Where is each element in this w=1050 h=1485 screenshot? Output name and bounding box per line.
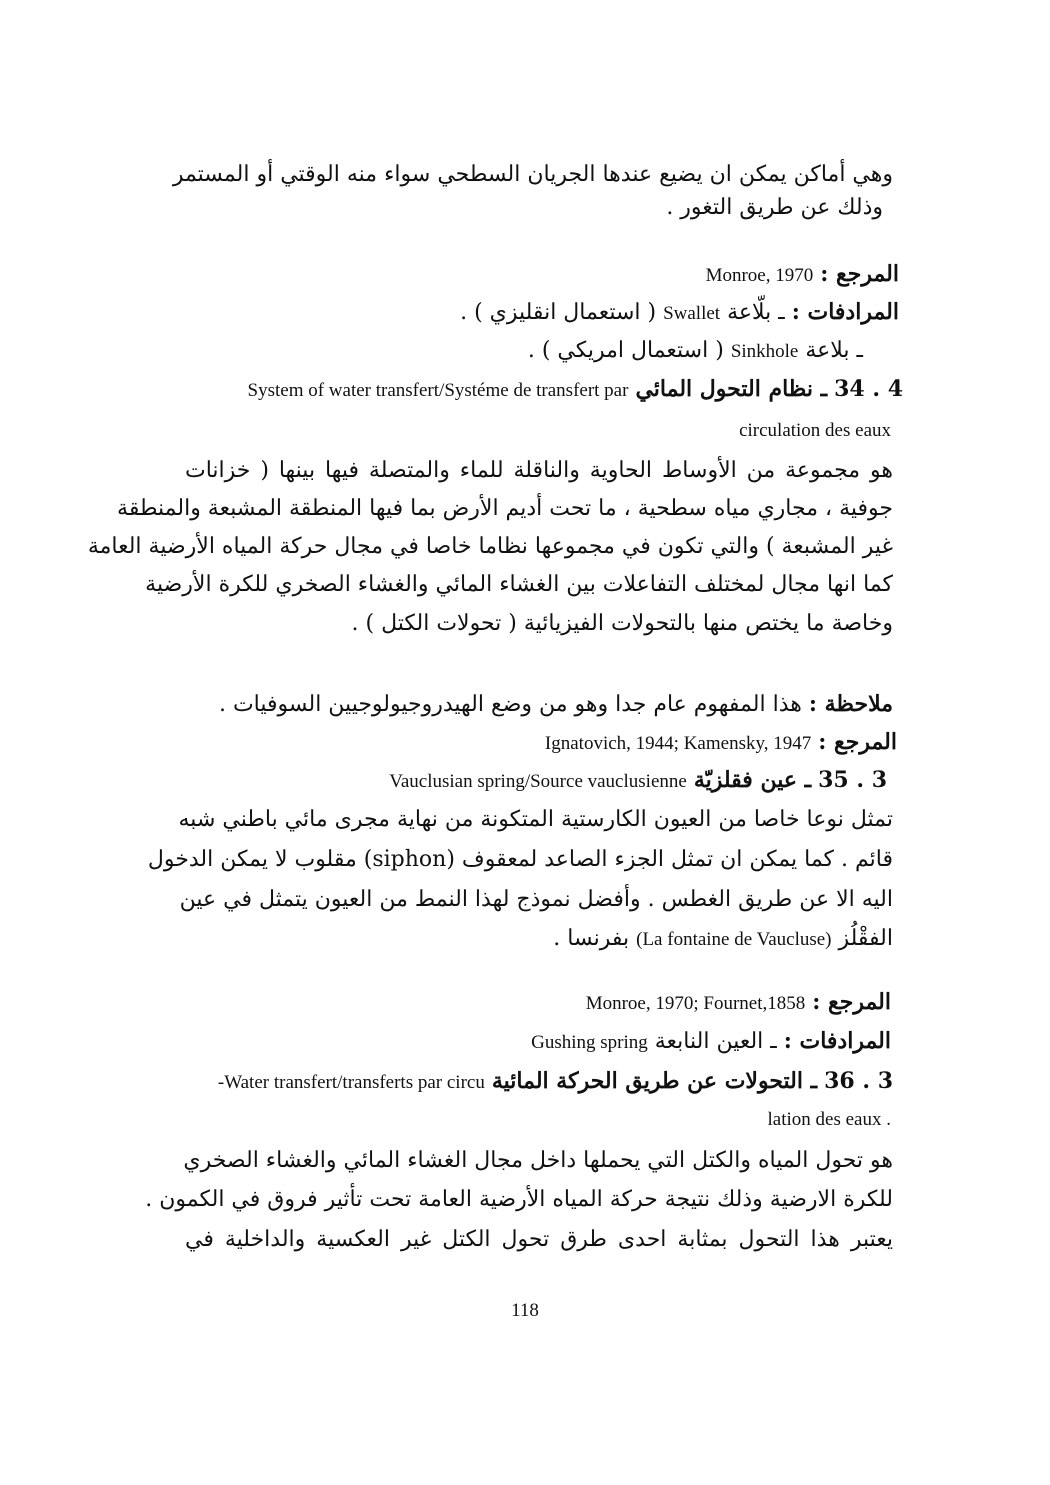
note-text: هذا المفهوم عام جدا وهو من وضع الهيدروجيولوجيين السوفيات . bbox=[218, 692, 802, 717]
entry-title-english: System of water transfert/Systéme de transfert par bbox=[247, 380, 629, 401]
reference-label: المرجع : bbox=[820, 261, 899, 287]
reference-text: Monroe, 1970 bbox=[705, 265, 814, 286]
entry-title-arabic: ـ التحولات عن طريق الحركة المائية bbox=[491, 1068, 818, 1094]
synonym-arabic: ـ بلّاعة bbox=[727, 300, 785, 325]
reference-line bbox=[185, 257, 899, 291]
entry-title-arabic: ـ نظام التحول المائي bbox=[635, 376, 828, 402]
synonyms-label: المرادفات : bbox=[783, 1028, 891, 1054]
reference-line bbox=[185, 985, 891, 1019]
paragraph-line: هو مجموعة من الأوساط الحاوية والناقلة للماء والمتصلة فيها بينها ( خزانات bbox=[185, 458, 893, 483]
reference-text: Monroe, 1970; Fournet,1858 bbox=[585, 993, 806, 1014]
paragraph-line: يعتبر هذا التحول بمثابة احدى طرق تحول الكتل غير العكسية والداخلية في bbox=[185, 1227, 893, 1252]
synonym-arabic: ـ العين النابعة bbox=[654, 1029, 777, 1054]
paragraph-line: هو تحول المياه والكتل التي يحملها داخل مجال الغشاء المائي والغشاء الصخري bbox=[183, 1148, 893, 1173]
entry-number: 4 . 34 bbox=[834, 376, 903, 402]
reference-line bbox=[185, 725, 897, 759]
synonyms-label: المرادفات : bbox=[791, 299, 899, 325]
synonyms-line bbox=[185, 295, 899, 329]
paragraph-line bbox=[185, 922, 893, 956]
entry-heading bbox=[185, 372, 903, 406]
synonym-english: Sinkhole bbox=[730, 341, 799, 362]
synonyms-line bbox=[185, 1024, 891, 1058]
paragraph-line: كما انها مجال لمختلف التفاعلات بين الغشاء المائي والغشاء الصخري للكرة الأرضية bbox=[145, 572, 893, 597]
reference-label: المرجع : bbox=[818, 729, 897, 755]
synonym-english: Swallet bbox=[663, 303, 721, 324]
paragraph-line: اليه الا عن طريق الغطس . وأفضل نموذج لهذا النمط من العيون يتمثل في عين bbox=[179, 887, 893, 912]
paragraph-line: قائم . كما يمكن ان تمثل الجزء الصاعد لمعقوف (siphon) مقلوب لا يمكن الدخول bbox=[147, 847, 893, 872]
paragraph-line: تمثل نوعا خاصا من العيون الكارستية المتكونة من نهاية مجرى مائي باطني شبه bbox=[178, 807, 893, 832]
reference-text: Ignatovich, 1944; Kamensky, 1947 bbox=[544, 733, 812, 754]
entry-title-english: Water transfert/transferts par circu- bbox=[217, 1072, 485, 1093]
reference-label: المرجع : bbox=[812, 989, 891, 1015]
note-label: ملاحظة : bbox=[808, 691, 893, 717]
synonym-arabic: ـ بلاعة bbox=[805, 338, 863, 363]
synonym-line-2 bbox=[185, 334, 863, 368]
paragraph-line: غير المشبعة ) والتي تكون في مجموعها نظاما خاصا في مجال حركة المياه الأرضية العامة bbox=[87, 534, 893, 559]
intro-line-1: وهي أماكن يمكن ان يضيع عندها الجريان السطحي سواء منه الوقتي أو المستمر bbox=[172, 162, 893, 187]
place-name-french: (La fontaine de Vaucluse) bbox=[636, 929, 832, 950]
paragraph-line: وخاصة ما يختص منها بالتحولات الفيزيائية ( تحولات الكتل ) . bbox=[351, 611, 893, 636]
entry-heading bbox=[185, 763, 887, 797]
entry-title-arabic: ـ عين فقلزيّة bbox=[693, 767, 812, 793]
entry-number: 3 . 36 bbox=[824, 1068, 893, 1094]
synonym-english: Gushing spring bbox=[531, 1032, 648, 1053]
entry-title-continued: circulation des eaux bbox=[739, 420, 891, 441]
entry-title-continued: . lation des eaux bbox=[767, 1109, 891, 1130]
paragraph-line: جوفية ، مجاري مياه سطحية ، ما تحت أديم الأرض بما فيها المنطقة المشبعة والمنطقة bbox=[117, 496, 893, 521]
place-country: بفرنسا . bbox=[553, 926, 630, 951]
page-number: 118 bbox=[511, 1300, 539, 1321]
entry-title-english: Vauclusian spring/Source vauclusienne bbox=[389, 771, 687, 792]
synonym-note: ( استعمال امريكي ) . bbox=[527, 338, 724, 363]
synonym-note: ( استعمال انقليزي ) . bbox=[460, 300, 657, 325]
note-line bbox=[185, 687, 893, 721]
paragraph-line: للكرة الارضية وذلك نتيجة حركة المياه الأرضية العامة تحت تأثير فروق في الكمون . bbox=[145, 1187, 893, 1212]
place-name-arabic: الفقْلُز bbox=[838, 926, 893, 951]
entry-number: 3 . 35 bbox=[818, 767, 887, 793]
entry-heading bbox=[185, 1064, 893, 1098]
intro-line-2: وذلك عن طريق التغور . bbox=[666, 195, 883, 220]
